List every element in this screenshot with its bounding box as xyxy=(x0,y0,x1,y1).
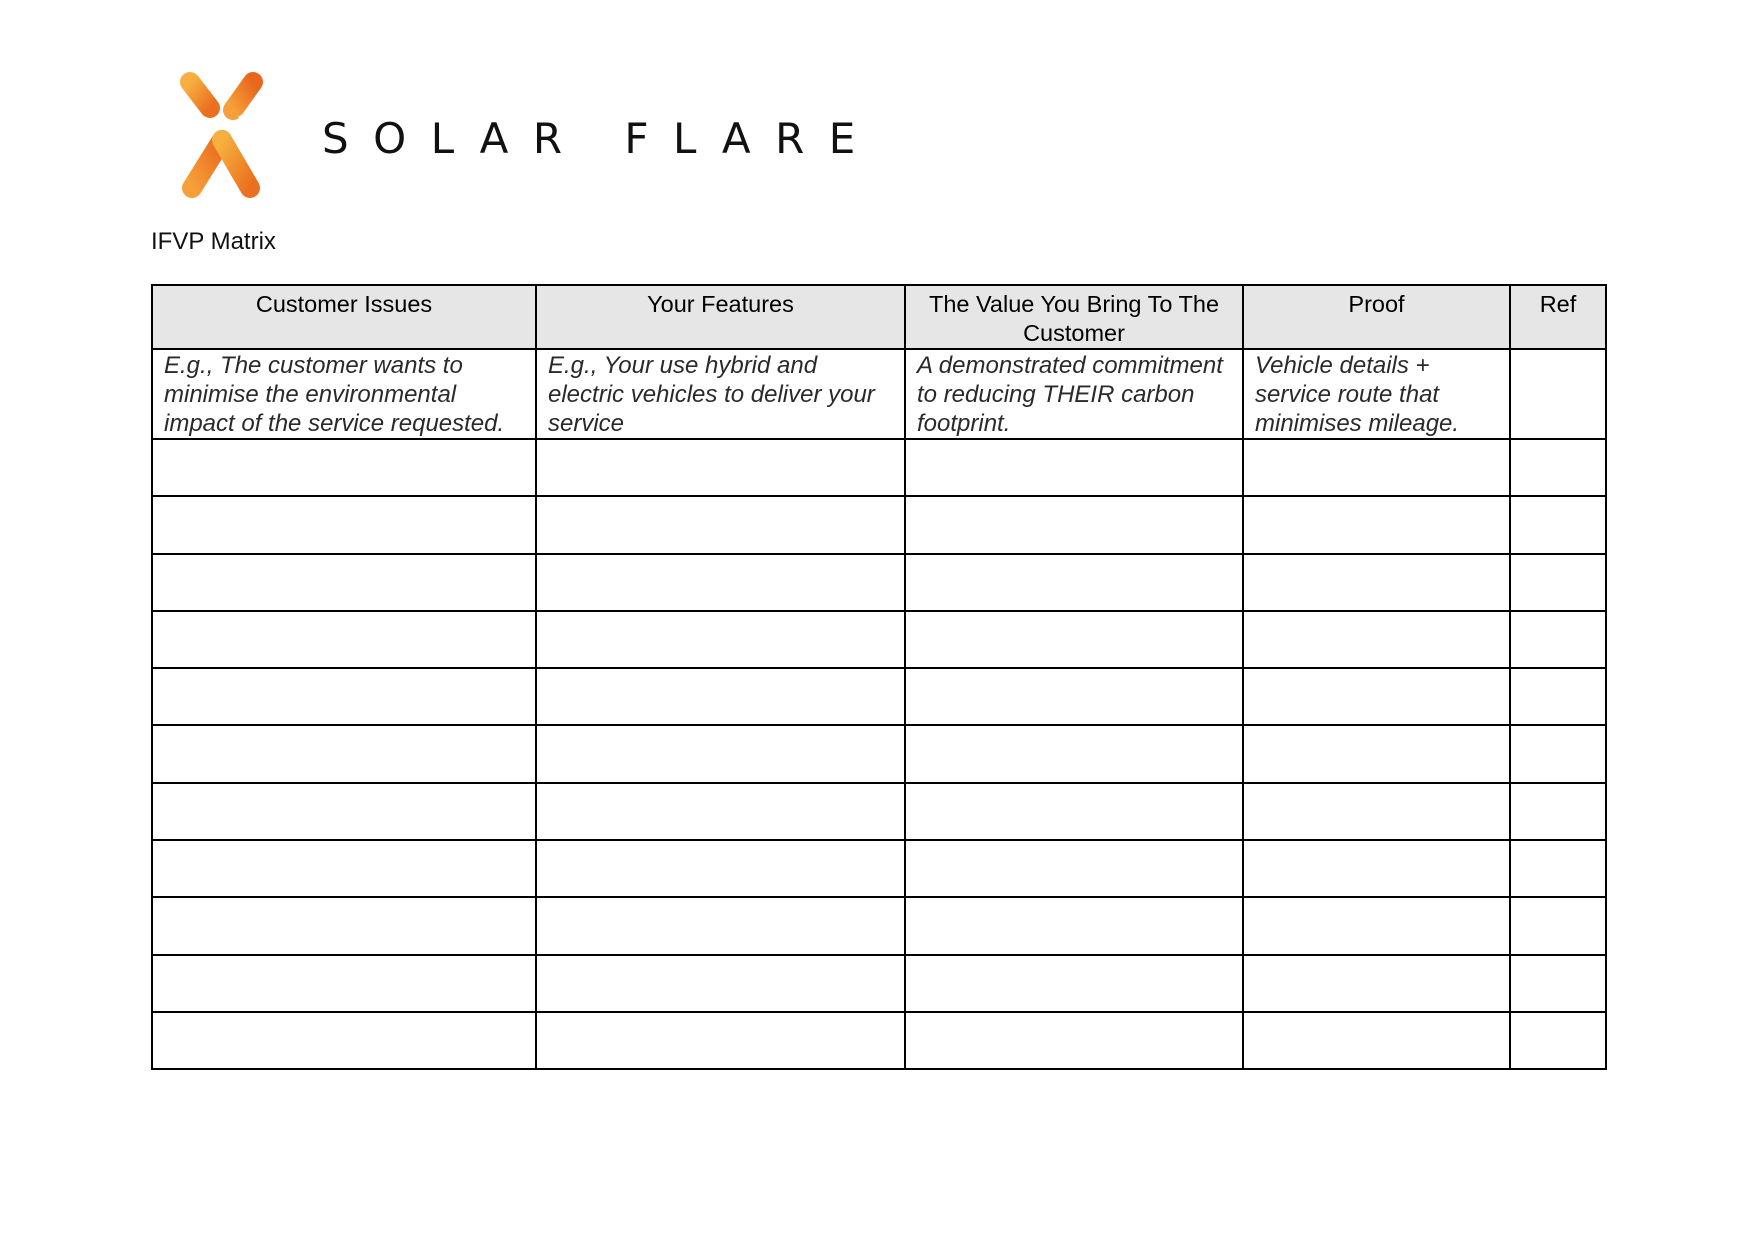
column-header-proof: Proof xyxy=(1243,285,1510,349)
cell-ref[interactable] xyxy=(1510,554,1606,611)
cell-customer-issue[interactable] xyxy=(152,725,536,782)
brand-name: SOLAR FLARE xyxy=(322,114,880,163)
cell-feature[interactable] xyxy=(536,897,905,954)
ifvp-matrix-table xyxy=(151,284,1607,1070)
cell-ref[interactable] xyxy=(1510,955,1606,1012)
cell-customer-issue[interactable] xyxy=(152,611,536,668)
cell-ref[interactable] xyxy=(1510,725,1606,782)
cell-feature[interactable] xyxy=(536,955,905,1012)
column-header-your-features: Your Features xyxy=(536,285,905,349)
cell-proof[interactable] xyxy=(1243,783,1510,840)
cell-value[interactable] xyxy=(905,1012,1243,1069)
example-proof[interactable]: Vehicle details + service route that minimises mileage. xyxy=(1243,349,1510,439)
cell-value[interactable] xyxy=(905,897,1243,954)
cell-proof[interactable] xyxy=(1243,554,1510,611)
cell-feature[interactable] xyxy=(536,783,905,840)
example-ref[interactable] xyxy=(1510,349,1606,439)
cell-customer-issue[interactable] xyxy=(152,955,536,1012)
cell-value[interactable] xyxy=(905,668,1243,725)
column-header-value: The Value You Bring To The Customer xyxy=(905,285,1243,349)
cell-value[interactable] xyxy=(905,611,1243,668)
table-row xyxy=(152,439,1606,496)
cell-ref[interactable] xyxy=(1510,439,1606,496)
document-title: IFVP Matrix xyxy=(151,228,276,255)
cell-value[interactable] xyxy=(905,783,1243,840)
table-row xyxy=(152,496,1606,553)
cell-value[interactable] xyxy=(905,725,1243,782)
cell-feature[interactable] xyxy=(536,1012,905,1069)
example-value[interactable]: A demonstrated commitment to reducing THEIR carbon footprint. xyxy=(905,349,1243,439)
cell-proof[interactable] xyxy=(1243,496,1510,553)
column-header-customer-issues: Customer Issues xyxy=(152,285,536,349)
table-row xyxy=(152,725,1606,782)
cell-customer-issue[interactable] xyxy=(152,897,536,954)
example-feature[interactable]: E.g., Your use hybrid and electric vehicles to deliver your service xyxy=(536,349,905,439)
cell-value[interactable] xyxy=(905,955,1243,1012)
table-row xyxy=(152,554,1606,611)
table-row xyxy=(152,897,1606,954)
cell-ref[interactable] xyxy=(1510,783,1606,840)
table-row xyxy=(152,611,1606,668)
cell-feature[interactable] xyxy=(536,439,905,496)
cell-ref[interactable] xyxy=(1510,1012,1606,1069)
cell-proof[interactable] xyxy=(1243,725,1510,782)
cell-customer-issue[interactable] xyxy=(152,668,536,725)
cell-ref[interactable] xyxy=(1510,496,1606,553)
table-row xyxy=(152,668,1606,725)
cell-customer-issue[interactable] xyxy=(152,554,536,611)
cell-value[interactable] xyxy=(905,496,1243,553)
cell-value[interactable] xyxy=(905,840,1243,897)
cell-proof[interactable] xyxy=(1243,1012,1510,1069)
cell-value[interactable] xyxy=(905,554,1243,611)
table-row xyxy=(152,955,1606,1012)
cell-feature[interactable] xyxy=(536,496,905,553)
cell-feature[interactable] xyxy=(536,611,905,668)
cell-customer-issue[interactable] xyxy=(152,783,536,840)
cell-proof[interactable] xyxy=(1243,897,1510,954)
cell-feature[interactable] xyxy=(536,668,905,725)
cell-customer-issue[interactable] xyxy=(152,1012,536,1069)
example-customer-issue[interactable]: E.g., The customer wants to minimise the environmental impact of the service requested. xyxy=(152,349,536,439)
cell-proof[interactable] xyxy=(1243,668,1510,725)
cell-customer-issue[interactable] xyxy=(152,439,536,496)
cell-ref[interactable] xyxy=(1510,668,1606,725)
cell-feature[interactable] xyxy=(536,554,905,611)
cell-feature[interactable] xyxy=(536,840,905,897)
table-row xyxy=(152,1012,1606,1069)
example-row xyxy=(152,349,1606,439)
cell-proof[interactable] xyxy=(1243,840,1510,897)
cell-ref[interactable] xyxy=(1510,897,1606,954)
cell-proof[interactable] xyxy=(1243,611,1510,668)
cell-value[interactable] xyxy=(905,439,1243,496)
cell-feature[interactable] xyxy=(536,725,905,782)
cell-ref[interactable] xyxy=(1510,840,1606,897)
cell-ref[interactable] xyxy=(1510,611,1606,668)
cell-customer-issue[interactable] xyxy=(152,496,536,553)
table-header-row xyxy=(152,285,1606,349)
table-row xyxy=(152,840,1606,897)
cell-proof[interactable] xyxy=(1243,955,1510,1012)
column-header-ref: Ref xyxy=(1510,285,1606,349)
cell-customer-issue[interactable] xyxy=(152,840,536,897)
cell-proof[interactable] xyxy=(1243,439,1510,496)
table-row xyxy=(152,783,1606,840)
solar-flare-star-icon xyxy=(150,70,295,202)
